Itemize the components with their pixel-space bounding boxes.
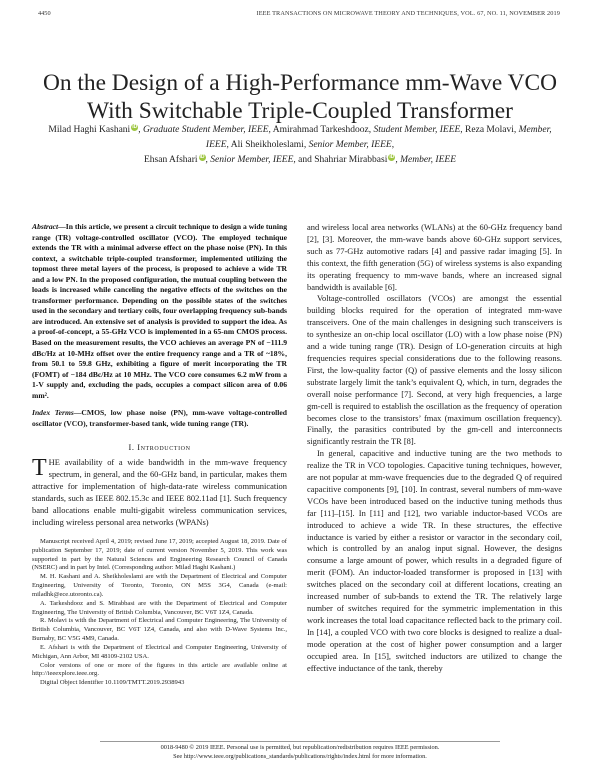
author-name: Ehsan Afshari	[143, 155, 198, 166]
footnotes	[32, 538, 287, 688]
author-role: Member, IEEE	[205, 125, 552, 151]
orcid-icon[interactable]: iD	[389, 154, 395, 161]
footnote: A. Tarkeshdooz and S. Mirabbasi are with the Department of Electrical and Computer Engineering, The University of British Columbia, Vancouver, BC V6T 1Z4, Canada.	[32, 599, 287, 616]
author-role: Member, IEEE	[400, 155, 457, 166]
rights-link[interactable]: See http://www.ieee.org/publications_standards/publications/rights/index.html for more information.	[173, 752, 427, 760]
intro-paragraph	[32, 457, 287, 528]
body-paragraph: and wireless local area networks (WLANs) at the 60-GHz frequency band [2], [3]. Moreover, the mm-wave bands above 60-GHz support services, such as 77-GHz automotive radars [4] and passive radar imaging [5]. In this context, the fifth generation (5G) of wireless systems is also expanding its operating frequency to mm-wave bands, where an increased signal bandwidth is available [6].	[307, 222, 562, 292]
footnote: E. Afshari is with the Department of Electrical and Computer Engineering, University of Michigan, Ann Arbor, MI 48109-2102 USA.	[32, 643, 287, 660]
index-terms-label: Index Terms	[32, 408, 74, 418]
copyright-line: 0018-9480 © 2019 IEEE. Personal use is permitted, but republication/redistribution requires IEEE permission.	[160, 744, 440, 751]
author-name: Milad Haghi Kashani	[48, 125, 131, 135]
footnote: Digital Object Identifier 10.1109/TMTT.2019.2938943	[40, 679, 185, 687]
author-role: Graduate Student Member, IEEE	[142, 125, 269, 135]
footnote: Manuscript received April 4, 2019; revised June 17, 2019; accepted August 18, 2019. Date of publication September 17, 2019; date of current version November 5, 2019. This work was supported in part by the Natural Sciences and Engineering Research Council of Canada (NSERC) and in part by Intel. (Corresponding author: Milad Haghi Kashani.)	[32, 537, 287, 572]
author-and: and	[298, 155, 312, 166]
author-role: Student Member, IEEE	[373, 125, 461, 135]
footnote: Color versions of one or more of the figures in this article are available online at http://ieeexplore.ieee.org.	[32, 661, 287, 678]
orcid-icon[interactable]: iD	[199, 154, 205, 161]
author-name: Ali Sheikholeslami	[230, 140, 304, 151]
copyright-footer	[30, 744, 570, 761]
abstract-text: —In this article, we present a circuit technique to design a wide tuning range (TR) voltage-controlled oscillator (VCO). The employed technique extends the TR with a minimal adverse effect on the phase noise (PN). In this context, a switchable triple-coupled transformer, implemented utilizing the topmost three metal layers of the process, is proposed to achieve a wide TR and a low PN. In the proposed configuration, the mutual coupling between the loads is increased while canceling the negative effects of the switches on the transformer performance. Depending on the possible states of the switches used in the secondary and tertiary coils, four overlapping frequency sub-bands are introduced. An extensive set of analysis is provided to support the idea. As a proof-of-concept, a 55-GHz VCO is implemented in a 65-nm CMOS process. Based on the measurement results, the VCO achieves an average PN of −111.9 dBc/Hz at 10-MHz offset over the entire frequency range and a TR of ~18%, from 50.1 to 59.8 GHz, exhibiting a figure of merit incorporating the TR (FOMT) of −184 dBc/Hz at 10 MHz. The VCO core consumes 6.2 mW from a 1-V supply and, excluding the pads, occupies a compact silicon area of 0.06 mm².	[32, 222, 287, 400]
journal-header: IEEE TRANSACTIONS ON MICROWAVE THEORY AND TECHNIQUES, VOL. 67, NO. 11, NOVEMBER 2019	[256, 10, 560, 17]
body-paragraph: Voltage-controlled oscillators (VCOs) are amongst the essential building blocks required for the operation of integrated mm-wave transceivers. One of the main challenges in designing such transceivers is to synthesize an on-chip local oscillator (LO) with a low phase noise (PN) and a wide tuning range (TR). Design of LO-generation circuits at high frequencies requires special considerations due to the following reasons. First, the low-quality factor (Q) of passive elements and the lossy silicon substrate largely limit the tank’s equivalent Q, which, in turn, degrades the overall noise performance [7]. Second, at very high frequencies, a large gm-cell is required to establish the oscillation as the frequency of operation becomes close to the transistors’ fmax (maximum oscillation frequency). Finally, the parasitics contributed by the gm-cell and interconnects significantly restrain the TR [8].	[307, 293, 562, 447]
orcid-icon[interactable]: iD	[132, 124, 138, 130]
body-paragraph: In general, capacitive and inductive tuning are the two methods to realize the TR in VCO topologies. Capacitive tuning techniques, however, are not popular at mm-wave frequencies due to the degraded Q of required capacitive components [9], [10]. In contrast, several numbers of mm-wave VCOs have been introduced based on the inductive tuning methods thus far [11]–[15]. In [11] and [12], two variable inductor-based VCOs are introduced to achieve a wide TR. In these structures, the effective inductance is varied by either a resistor or varactor in the secondary coil, which is controlled by an analog input signal. However, the designs consume a large amount of power, which results in a degraded figure of merit (FOM). An inductor-loaded transformer is proposed in [13] with switches placed on the secondary coil at different locations, creating an increased number of sub-bands to extend the TR. The relatively large number of switches required for the symmetric implementation in this work increases the total load capacitance reflected back to the primary coil. In [14], a coupled VCO with two core blocks is designed to realize a dual-mode operation at the cost of higher power consumption and a larger occupied area. In [15], switched inductors are utilized to change the effective inductance of the tank, thereby	[307, 448, 562, 673]
author-name: Amirahmad Tarkeshdooz	[272, 125, 369, 135]
footnote: M. H. Kashani and A. Sheikholeslami are with the Department of Electrical and Computer Engineering, University of Toronto, Toronto, ON M5S 3G4, Canada (e-mail: miladhk@ece.utoronto.ca).	[32, 573, 287, 598]
author-role: Senior Member, IEEE	[308, 140, 392, 151]
author-name: Shahriar Mirabbasi	[314, 155, 388, 166]
abstract-label: Abstract	[32, 222, 59, 231]
left-column	[32, 222, 287, 688]
right-column	[307, 222, 562, 674]
drop-cap: T	[32, 455, 47, 482]
footer-rule	[100, 741, 500, 742]
section-heading: I. Introduction	[128, 443, 191, 453]
index-terms	[32, 408, 287, 429]
page-number: 4450	[38, 10, 51, 17]
abstract	[32, 222, 287, 401]
index-terms-text: —CMOS, low phase noise (PN), mm-wave voltage-controlled oscillator (VCO), transformer-based tank, wide tuning range (TR).	[32, 408, 287, 428]
author-role: Senior Member, IEEE	[210, 155, 294, 166]
author-block: Milad Haghi Kashani iD, Graduate Student Member, IEEE, Amirahmad Tarkeshdooz, Student Member, IEEE, Reza Molavi, Member, IEEE, Ali Sheikholeslami, Senior Member, IEEE, Ehsan Afshari iD, Senior Member, IEEE, and Shahriar Mirabbasi iD, Member, IEEE	[48, 124, 552, 166]
intro-text: HE availability of a wide bandwidth in the mm-wave frequency spectrum, in general, and the 60-GHz band, in particular, makes them attractive for implementation of high-data-rate wireless communication standards, such as IEEE 802.15.3c and IEEE 802.11ad [1]. Such frequency band allocations enable multi-gigabit wireless communication services, including wireless personal area networks (WPANs)	[32, 457, 287, 527]
paper-title: On the Design of a High-Performance mm-Wave VCO With Switchable Triple-Coupled Transformer	[42, 69, 558, 124]
footnote: R. Molavi is with the Department of Electrical and Computer Engineering, The University of British Columbia, Vancouver, BC V6T 1Z4, Canada, and also with D-Wave Systems Inc., Burnaby, BC V5G 4M9, Canada.	[32, 617, 287, 643]
author-name: Reza Molavi	[465, 125, 514, 135]
running-head	[38, 10, 560, 20]
